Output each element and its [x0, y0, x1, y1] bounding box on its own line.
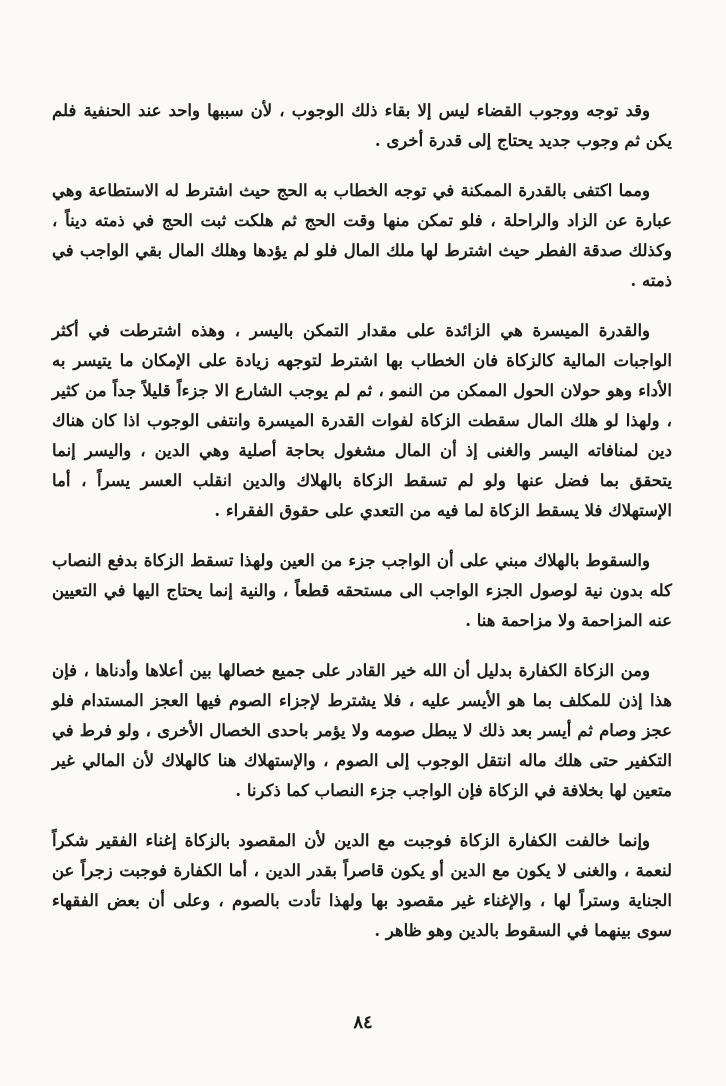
page-number: ٨٤ [353, 1012, 373, 1033]
paragraph-5: ومن الزكاة الكفارة بدليل أن الله خير القادر على جميع خصالها بين أعلاها وأدناها ، فإن هذا إذن للمكلف بما هو الأيسر عليه ، فلا يشترط لإجزاء الصوم فيها العجز المستدام فلو عجز وصام ثم أيسر بعد ذلك لا يبطل صومه ولا يؤمر باحدى الخصال الأخرى ، ولو فرط في التكفير حتى هلك ماله انتقل الوجوب إلى الصوم ، والإستهلاك هنا كالهلاك لأن المالي غير متعين لها بخلافة في الزكاة فإن الواجب جزء النصاب كما ذكرنا . [52, 661, 672, 800]
paragraph-4: والسقوط بالهلاك مبني على أن الواجب جزء من العين ولهذا تسقط الزكاة بدفع النصاب كله بدون نية لوصول الجزء الواجب الى مستحقه قطعاً ، والنية إنما يحتاج اليها في التعيين عنه المزاحمة ولا مزاحمة هنا . [52, 551, 672, 630]
paragraph-6: وإنما خالفت الكفارة الزكاة فوجبت مع الدين لأن المقصود بالزكاة إغناء الفقير شكراً لنعمة ، والغنى لا يكون مع الدين أو يكون قاصراً بقدر الدين ، أما الكفارة فوجبت زجراً عن الجناية وستراً لها ، والإغناء غير مقصود بها ولهذا تأدت بالصوم ، وعلى أن بعض الفقهاء سوى بينهما في السقوط بالدين وهو ظاهر . [52, 831, 672, 940]
paragraph-3: والقدرة الميسرة هي الزائدة على مقدار التمكن باليسر ، وهذه اشترطت في أكثر الواجبات المالية كالزكاة فان الخطاب بها اشترط لتوجهه زيادة على الإمكان ما يتيسر به الأداء وهو حولان الحول الممكن من النمو ، ثم لم يوجب الشارع الا جزءاً قليلاً جداً من كثير ، ولهذا لو هلك المال سقطت الزكاة لفوات القدرة الميسرة وانتفى الوجوب اذا كان هناك دين لمنافاته اليسر والغنى إذ أن المال مشغول بحاجة أصلية وهي الدين ، واليسر إنما يتحقق بما فضل عنها ولو لم تسقط الزكاة بالهلاك والدين انقلب العسر يسراً ، أما الإستهلاك فلا يسقط الزكاة لما فيه من التعدي على حقوق الفقراء . [52, 321, 672, 520]
body-text [52, 96, 672, 946]
paragraph-1: وقد توجه ووجوب القضاء ليس إلا بقاء ذلك الوجوب ، لأن سببها واحد عند الحنفية فلم يكن ثم وجوب جديد يحتاج إلى قدرة أخرى . [52, 101, 672, 150]
paragraph-2: ومما اكتفى بالقدرة الممكنة في توجه الخطاب به الحج حيث اشترط له الاستطاعة وهي عبارة عن الزاد والراحلة ، فلو تمكن منها وقت الحج ثم هلكت ثبت الحج في ذمته ديناً ، وكذلك صدقة الفطر حيث اشترط لها ملك المال فلو لم يؤدها وهلك المال بقي الواجب في ذمته . [52, 181, 672, 290]
